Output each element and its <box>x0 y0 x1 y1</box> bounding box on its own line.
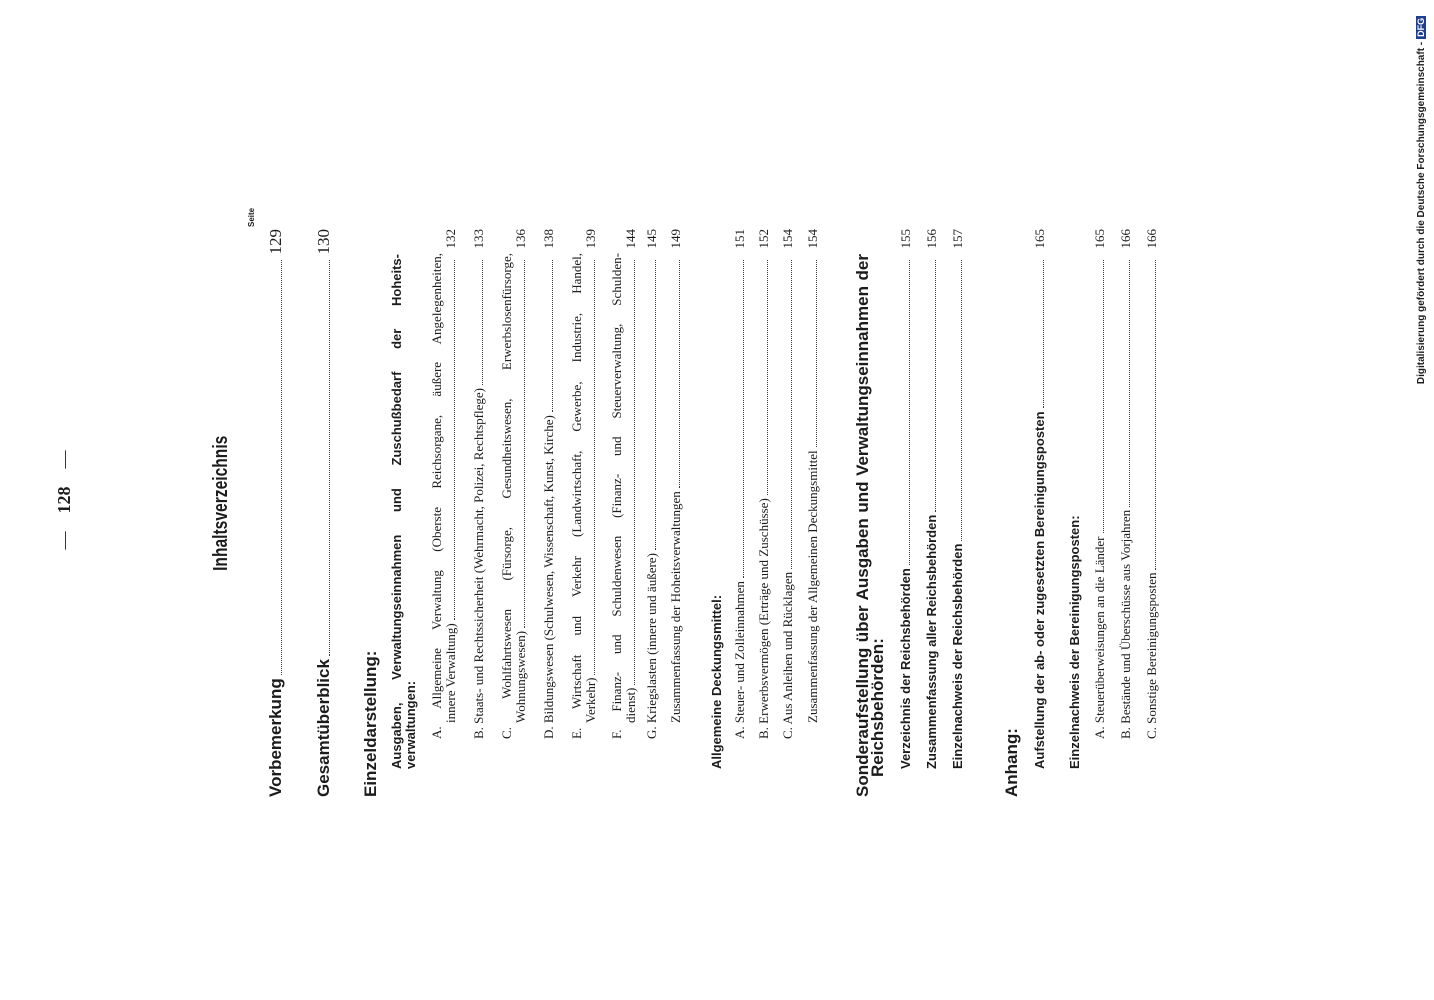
dash-right: — <box>53 450 74 469</box>
leader-dots <box>1155 260 1156 570</box>
page-ref: 156 <box>924 229 939 249</box>
leader-dots <box>482 260 483 385</box>
section-anhang: Anhang: <box>1002 728 1021 797</box>
leader-dots <box>552 260 553 412</box>
toc-entry-gesamtueberblick: Gesamtüberblick 130 <box>314 229 333 797</box>
page-ref: 155 <box>898 229 913 249</box>
leader-dots <box>816 260 817 447</box>
leader-dots <box>909 260 910 565</box>
dfg-logo: DFG <box>1416 17 1426 37</box>
page-ref: 166 <box>1144 229 1159 249</box>
page-title: Inhaltsverzeichnis <box>210 435 232 571</box>
leader-dots <box>961 260 962 541</box>
dash-left: — <box>53 531 74 550</box>
toc-entry-bereinigung-b: B. Bestände und Überschüsse aus Vorjahren 166 <box>1118 229 1133 739</box>
leader-dots <box>935 260 936 512</box>
page-ref: 133 <box>471 229 486 249</box>
leader-dots <box>524 260 525 628</box>
page-ref: 157 <box>950 229 965 249</box>
leader-dots <box>329 260 330 656</box>
toc-entry-zusammenfassung-reich: Zusammenfassung aller Reichsbehörden 156 <box>924 229 939 769</box>
page-ref: 151 <box>732 229 747 249</box>
toc-entry-g: G. Kriegslasten (innere und äußere) 145 <box>644 229 659 739</box>
leader-dots <box>281 260 282 675</box>
toc-entry-deckung-a: A. Steuer- und Zolleinnahmen 151 <box>732 229 747 739</box>
toc-entry-e-line1: E. Wirtschaft und Verkehr (Landwirtschaft, Gewerbe, Industrie, Handel, <box>569 253 584 739</box>
page-ref: 138 <box>541 229 556 249</box>
page-ref: 132 <box>443 229 458 249</box>
leader-dots <box>1043 260 1044 408</box>
leader-dots <box>454 260 455 620</box>
toc-entry-b: B. Staats- und Rechtssicherheit (Wehrmacht, Polizei, Rechtspflege) 133 <box>471 229 486 739</box>
toc-entry-deckung-zusammenfassung: Zusammenfassung der Allgemeinen Deckungsmittel 154 <box>805 229 820 723</box>
toc-entry-c: Wohnungswesen) 136 <box>513 229 528 723</box>
page-ref: 165 <box>1092 229 1107 249</box>
page-number: 128 <box>53 486 74 514</box>
page-ref: 144 <box>623 229 638 249</box>
toc-entry-bereinigung-c: C. Sonstige Bereinigungsposten 166 <box>1144 229 1159 739</box>
table-of-contents <box>245 200 1170 797</box>
toc-entry-aufstellung: Aufstellung der ab- oder zugesetzten Bereinigungsposten 165 <box>1032 229 1047 769</box>
subsection-ausgaben-cont: verwaltungen: <box>403 680 418 769</box>
toc-entry-a: innere Verwaltung) 132 <box>443 229 458 723</box>
page-ref: 129 <box>266 229 285 255</box>
subsection-bereinigungsposten: Einzelnachweis der Bereinigungsposten: <box>1067 515 1082 769</box>
leader-dots <box>767 260 768 495</box>
toc-entry-f-line1: F. Finanz- und Schuldenwesen (Finanz- und Steuerverwaltung, Schulden- <box>609 253 624 739</box>
leader-dots <box>743 260 744 578</box>
toc-entry-bereinigung-a: A. Steuerüberweisungen an die Länder 165 <box>1092 229 1107 739</box>
page-ref: 166 <box>1118 229 1133 249</box>
page-ref: 139 <box>583 229 598 249</box>
page-ref: 136 <box>513 229 528 249</box>
toc-entry-deckung-b: B. Erwerbsvermögen (Erträge und Zuschüsse) 152 <box>756 229 771 739</box>
page-ref: 145 <box>644 229 659 249</box>
page-ref: 165 <box>1032 229 1047 249</box>
toc-entry-vorbemerkung: Vorbemerkung 129 <box>266 229 285 797</box>
seite-header: Seite <box>247 207 256 227</box>
toc-entry-a-line1: A. Allgemeine Verwaltung (Oberste Reichsorgane, äußere Angelegenheiten, <box>429 253 444 739</box>
leader-dots <box>655 260 656 550</box>
page-number-line <box>54 430 74 570</box>
leader-dots <box>791 260 792 569</box>
section-einzeldarstellung: Einzeldarstellung: <box>361 650 380 797</box>
page-ref: 130 <box>314 229 333 255</box>
digitization-note: Digitalisierung gefördert durch die Deutsche Forschungsgemeinschaft -DFG <box>1416 17 1427 385</box>
toc-entry-e: Verkehr) 139 <box>583 229 598 723</box>
page-ref: 152 <box>756 229 771 249</box>
subsection-ausgaben: Ausgaben, Verwaltungseinnahmen und Zuschußbedarf der Hoheits- <box>389 254 404 769</box>
toc-entry-d: D. Bildungswesen (Schulwesen, Wissenschaft, Kunst, Kirche) 138 <box>541 229 556 739</box>
leader-dots <box>634 260 635 685</box>
leader-dots <box>679 260 680 488</box>
toc-entry-einzelnachweis-reich: Einzelnachweis der Reichsbehörden 157 <box>950 229 965 769</box>
page-ref: 154 <box>805 229 820 249</box>
section-sonderaufstellung-cont: Reichsbehörden: <box>868 638 887 777</box>
toc-entry-f: dienst) 144 <box>623 229 638 723</box>
leader-dots <box>1103 260 1104 533</box>
page-ref: 149 <box>668 229 683 249</box>
leader-dots <box>1129 260 1130 507</box>
toc-entry-zusammenfassung-hoheit: Zusammenfassung der Hoheitsverwaltungen 149 <box>668 229 683 723</box>
leader-dots <box>594 260 595 675</box>
toc-entry-c-line1: C. Wohlfahrtswesen (Fürsorge, Gesundheitswesen, Erwerbslosenfürsorge, <box>499 253 514 739</box>
page-ref: 154 <box>780 229 795 249</box>
toc-entry-deckung-c: C. Aus Anleihen und Rücklagen 154 <box>780 229 795 739</box>
subsection-deckungsmittel: Allgemeine Deckungsmittel: <box>709 594 724 769</box>
section-sonderaufstellung: Sonderaufstellung über Ausgaben und Verwaltungseinnahmen der <box>853 254 872 797</box>
toc-entry-verzeichnis: Verzeichnis der Reichsbehörden 155 <box>898 229 913 769</box>
